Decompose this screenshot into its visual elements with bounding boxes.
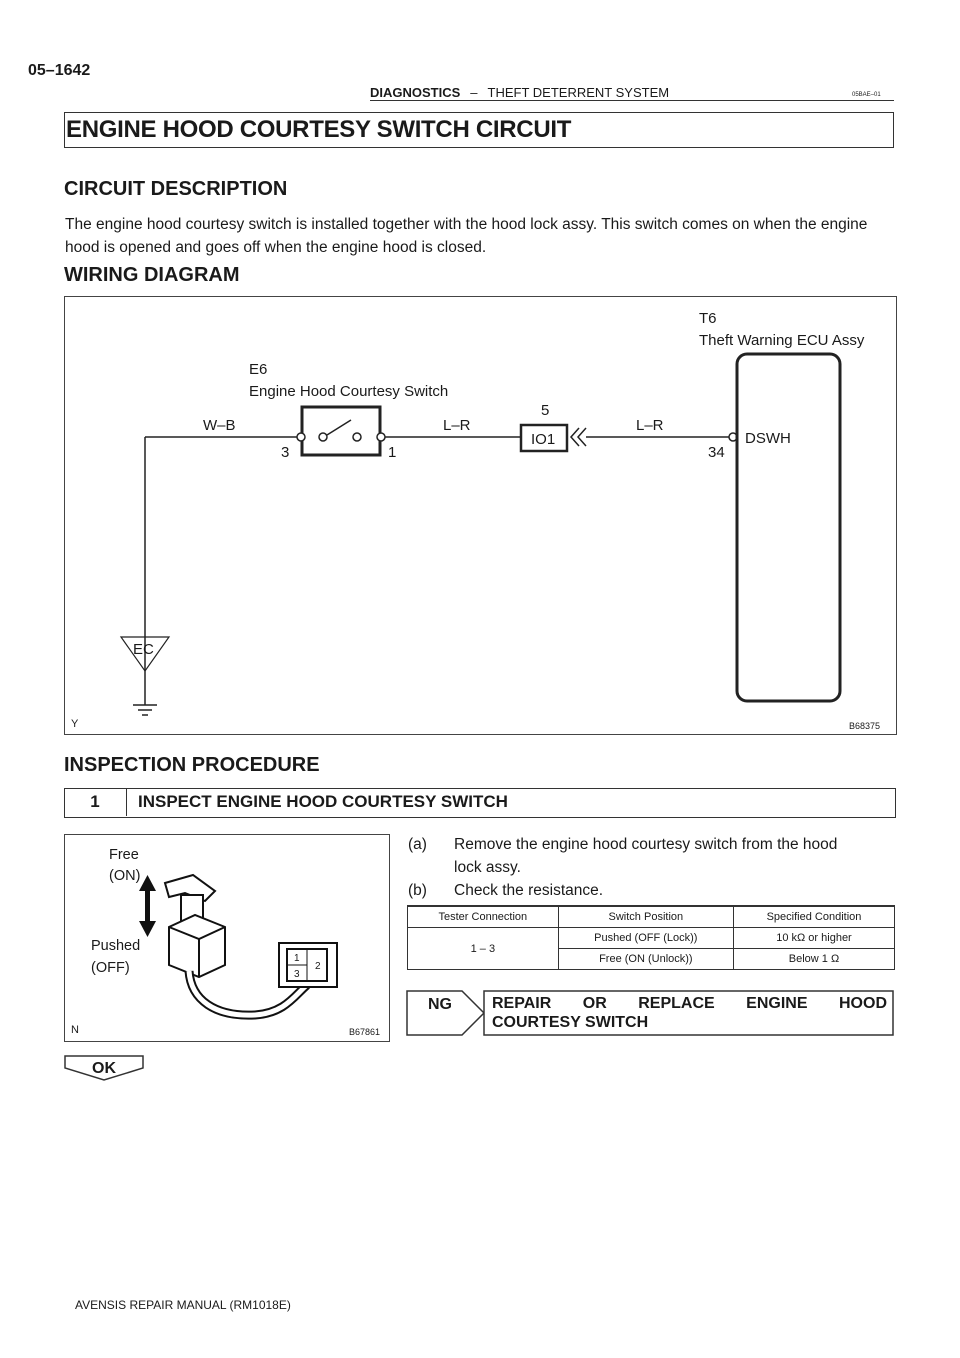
table-row <box>408 928 895 949</box>
illustration-figure-code: B67861 <box>349 1027 381 1037</box>
page-title: ENGINE HOOD COURTESY SWITCH CIRCUIT <box>66 116 572 143</box>
switch-contact-right <box>353 433 361 441</box>
travel-arrow <box>139 875 156 937</box>
ng-action <box>492 994 887 1032</box>
header-rule <box>370 100 894 101</box>
ng-word: ENGINE <box>746 995 808 1012</box>
header-tester-connection: Tester Connection <box>408 906 559 928</box>
ecu-pin-label: 34 <box>708 444 725 461</box>
switch-illustration <box>64 834 390 1042</box>
ng-word: OR <box>582 995 607 1012</box>
header-separator: – <box>470 85 478 100</box>
connector-pin-1: 1 <box>294 953 300 964</box>
instruction-a-line1: Remove the engine hood courtesy switch from the hood <box>454 836 838 853</box>
switch-illustration-svg <box>65 835 389 1041</box>
footer: AVENSIS REPAIR MANUAL (RM1018E) <box>75 1298 291 1312</box>
switch-name: Engine Hood Courtesy Switch <box>249 383 449 400</box>
illustration-corner-mark: N <box>71 1024 79 1036</box>
ng-word: HOOD <box>839 995 887 1012</box>
diagram-figure-code: B68375 <box>849 721 881 731</box>
circuit-description-heading: CIRCUIT DESCRIPTION <box>64 178 288 200</box>
document-code: 05BAE–01 <box>852 92 881 98</box>
connector-chevron-2 <box>578 428 586 446</box>
connector-pin-label: 5 <box>541 402 550 419</box>
ecu-body <box>737 354 840 701</box>
table-header-row <box>408 906 895 928</box>
instruction-b-label: (b) <box>408 882 427 899</box>
step-title: INSPECT ENGINE HOOD COURTESY SWITCH <box>138 792 508 811</box>
switch-body <box>302 407 380 455</box>
running-header <box>370 85 669 100</box>
wiring-diagram-heading: WIRING DIAGRAM <box>64 264 240 286</box>
specified-condition-cell: 10 kΩ or higher <box>733 928 894 949</box>
instruction-a-line2: lock assy. <box>454 859 521 876</box>
pushed-label: Pushed <box>91 938 141 954</box>
instruction-a-label: (a) <box>408 836 427 853</box>
ground-label: EC <box>133 641 154 658</box>
resistance-spec-table <box>407 905 895 970</box>
ng-action-line1 <box>492 994 887 1013</box>
switch-pin-1-label: 1 <box>388 444 397 461</box>
wire-label-l-r-mid: L–R <box>443 417 471 434</box>
step-number: 1 <box>64 788 127 816</box>
ok-label: OK <box>92 1060 116 1077</box>
ecu-code: T6 <box>699 310 717 327</box>
instruction-b-line1: Check the resistance. <box>454 882 604 899</box>
connector-label: IO1 <box>531 431 556 448</box>
circuit-description-text: The engine hood courtesy switch is installed together with the hood lock assy. This switch comes on when the engine hood is opened and goes off when the engine hood is closed. <box>65 216 868 256</box>
switch-position-cell: Pushed (OFF (Lock)) <box>558 928 733 949</box>
diagram-corner-mark: Y <box>71 718 79 730</box>
tester-connection-cell: 1 – 3 <box>408 928 559 970</box>
connector-pin-3: 3 <box>294 969 300 980</box>
switch-blade <box>327 420 351 435</box>
ecu-terminal-label: DSWH <box>745 430 791 447</box>
ng-action-line2: COURTESY SWITCH <box>492 1014 649 1031</box>
ng-word: REPLACE <box>638 995 715 1012</box>
page-number: 05–1642 <box>28 62 91 79</box>
inspection-heading: INSPECTION PROCEDURE <box>64 754 320 776</box>
header-switch-position: Switch Position <box>558 906 733 928</box>
ng-label: NG <box>428 996 452 1013</box>
wire-label-l-r-right: L–R <box>636 417 664 434</box>
connector-pin-2: 2 <box>315 961 321 972</box>
free-state-label: (ON) <box>109 868 141 884</box>
header-section: DIAGNOSTICS <box>370 85 461 100</box>
free-label: Free <box>109 847 139 863</box>
switch-pin-1-terminal <box>377 433 385 441</box>
wire-label-w-b: W–B <box>203 417 236 434</box>
ecu-name: Theft Warning ECU Assy <box>699 332 865 349</box>
hood-switch-drawing <box>165 875 337 1015</box>
ng-word: REPAIR <box>492 995 552 1012</box>
pushed-state-label: (OFF) <box>91 960 130 976</box>
wiring-diagram <box>64 296 897 735</box>
switch-pin-3-label: 3 <box>281 444 290 461</box>
switch-pin-3-terminal <box>297 433 305 441</box>
header-specified-condition: Specified Condition <box>733 906 894 928</box>
switch-position-cell: Free (ON (Unlock)) <box>558 949 733 970</box>
switch-contact-left <box>319 433 327 441</box>
specified-condition-cell: Below 1 Ω <box>733 949 894 970</box>
wiring-diagram-svg <box>65 297 896 734</box>
switch-code: E6 <box>249 361 268 378</box>
header-subsection: THEFT DETERRENT SYSTEM <box>487 85 670 100</box>
